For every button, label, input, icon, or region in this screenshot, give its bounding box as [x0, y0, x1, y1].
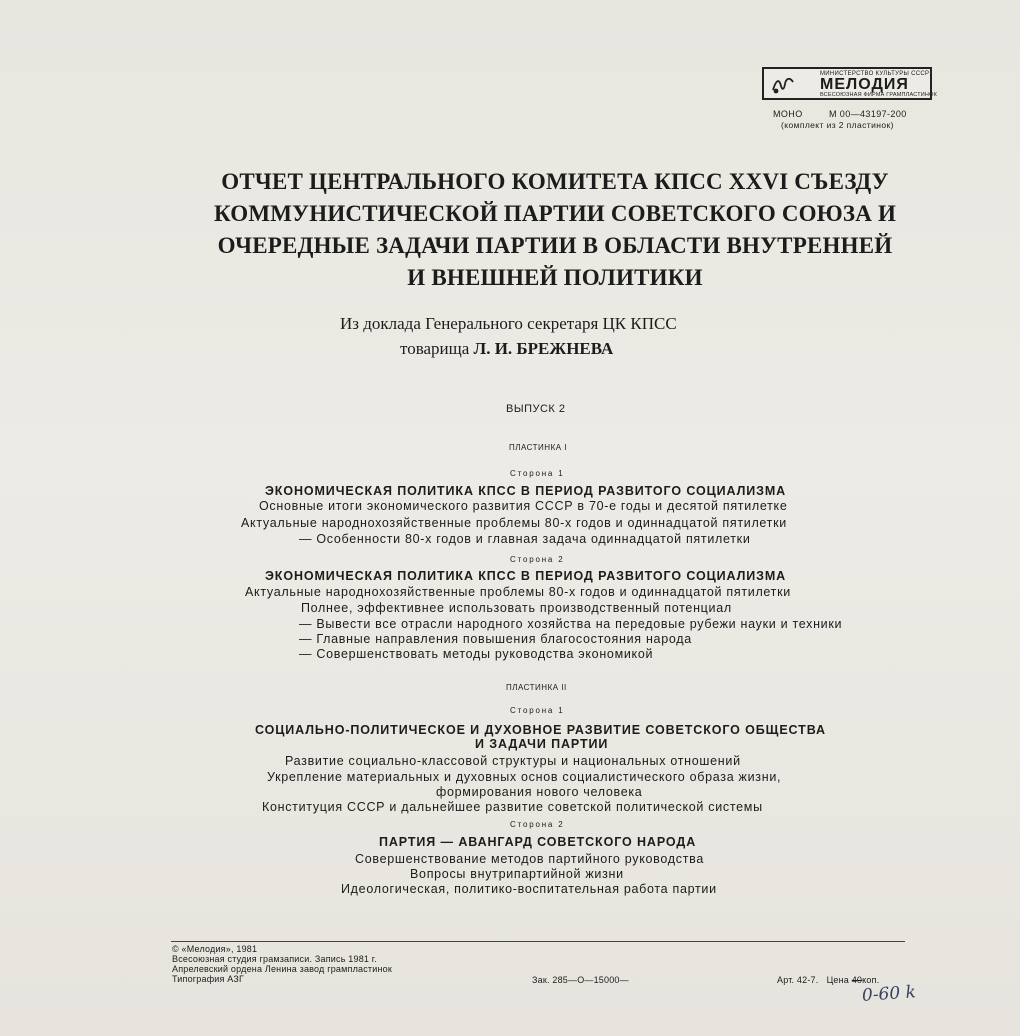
- issue-label: ВЫПУСК 2: [506, 403, 566, 415]
- melodiya-emblem-icon: [770, 72, 796, 96]
- article-number: Арт. 42-7.: [777, 975, 819, 985]
- subtitle-prefix: товарища: [400, 339, 470, 358]
- track-line: Актуальные народнохозяйственные проблемы 80-х годов и одиннадцатой пятилетки: [241, 516, 787, 530]
- subtitle-line-1: Из доклада Генерального секретаря ЦК КПСС: [340, 314, 677, 333]
- track-line: Полнее, эффективнее использовать производственный потенциал: [301, 601, 732, 615]
- record-1-side-1-heading: ЭКОНОМИЧЕСКАЯ ПОЛИТИКА КПСС В ПЕРИОД РАЗВИТОГО СОЦИАЛИЗМА: [265, 484, 787, 498]
- track-line: — Вывести все отрасли народного хозяйства на передовые рубежи науки и техники: [299, 617, 843, 631]
- record-1-side-2-heading: ЭКОНОМИЧЕСКАЯ ПОЛИТИКА КПСС В ПЕРИОД РАЗВИТОГО СОЦИАЛИЗМА: [265, 569, 787, 583]
- track-line: — Главные направления повышения благосостояния народа: [299, 632, 692, 646]
- footer-plant: Апрелевский ордена Ленина завод грампластинок: [172, 964, 392, 974]
- logo-ministry-text: МИНИСТЕРСТВО КУЛЬТУРЫ СССР: [820, 71, 930, 77]
- record-2-side-2-label: Сторона 2: [510, 820, 565, 829]
- track-line: — Особенности 80-х годов и главная задача одиннадцатой пятилетки: [299, 532, 751, 546]
- catalog-number: М 00—43197-200: [829, 109, 907, 119]
- set-note: (комплект из 2 пластинок): [781, 120, 894, 130]
- logo-firm-text: ВСЕСОЮЗНАЯ ФИРМА ГРАМПЛАСТИНОК: [820, 92, 937, 98]
- track-line: Совершенствование методов партийного руководства: [355, 852, 704, 866]
- footer-price: [777, 975, 879, 985]
- record-2-label: ПЛАСТИНКА II: [506, 683, 567, 692]
- page-title-line-3: ОЧЕРЕДНЫЕ ЗАДАЧИ ПАРТИИ В ОБЛАСТИ ВНУТРЕННЕЙ: [217, 233, 893, 258]
- track-line: Идеологическая, политико-воспитательная работа партии: [341, 882, 717, 896]
- footer-studio: Всесоюзная студия грамзаписи. Запись 1981 г.: [172, 954, 377, 964]
- track-line: Развитие социально-классовой структуры и национальных отношений: [285, 754, 741, 768]
- page-title-line-4: И ВНЕШНЕЙ ПОЛИТИКИ: [407, 265, 703, 290]
- footer-divider: [171, 941, 905, 942]
- track-line: — Совершенствовать методы руководства экономикой: [299, 647, 654, 661]
- track-line: Конституция СССР и дальнейшее развитие советской политической системы: [262, 800, 763, 814]
- price-label: Цена: [826, 975, 850, 985]
- record-2-side-1-heading: СОЦИАЛЬНО-ПОЛИТИЧЕСКОЕ И ДУХОВНОЕ РАЗВИТИЕ СОВЕТСКОГО ОБЩЕСТВА: [255, 723, 826, 737]
- track-line: Вопросы внутрипартийной жизни: [410, 867, 624, 881]
- record-2-side-1-heading-cont: И ЗАДАЧИ ПАРТИИ: [475, 737, 609, 751]
- handwritten-price: 0-60 k: [861, 982, 917, 1006]
- record-1-label: ПЛАСТИНКА I: [509, 443, 568, 452]
- record-1-side-2-label: Сторона 2: [510, 555, 565, 564]
- track-line: Основные итоги экономического развития СССР в 70-е годы и десятой пятилетке: [259, 499, 788, 513]
- logo-brand-name: МЕЛОДИЯ: [820, 76, 909, 93]
- page-title-line-1: ОТЧЕТ ЦЕНТРАЛЬНОГО КОМИТЕТА КПСС XXVI СЪЕЗДУ: [221, 169, 889, 194]
- record-2-side-2-heading: ПАРТИЯ — АВАНГАРД СОВЕТСКОГО НАРОДА: [379, 835, 697, 849]
- subtitle-line-2: [400, 338, 613, 360]
- mono-label: МОНО: [773, 109, 803, 119]
- footer-order-number: Зак. 285—О—15000—: [532, 975, 629, 985]
- melodiya-logo: [762, 67, 937, 100]
- record-1-side-1-label: Сторона 1: [510, 469, 565, 478]
- author-name: Л. И. БРЕЖНЕВА: [473, 339, 614, 358]
- footer-copyright: © «Мелодия», 1981: [172, 944, 258, 954]
- price-old-crossed: 40: [851, 975, 863, 985]
- record-2-side-1-label: Сторона 1: [510, 706, 565, 715]
- track-line: Актуальные народнохозяйственные проблемы 80-х годов и одиннадцатой пятилетки: [245, 585, 791, 599]
- track-line: Укрепление материальных и духовных основ социалистического образа жизни,: [267, 770, 782, 784]
- track-line: формирования нового человека: [436, 785, 643, 799]
- page-title-line-2: КОММУНИСТИЧЕСКОЙ ПАРТИИ СОВЕТСКОГО СОЮЗА И: [213, 201, 897, 226]
- price-unit: коп.: [862, 975, 880, 985]
- footer-printing: Типография АЗГ: [172, 974, 245, 984]
